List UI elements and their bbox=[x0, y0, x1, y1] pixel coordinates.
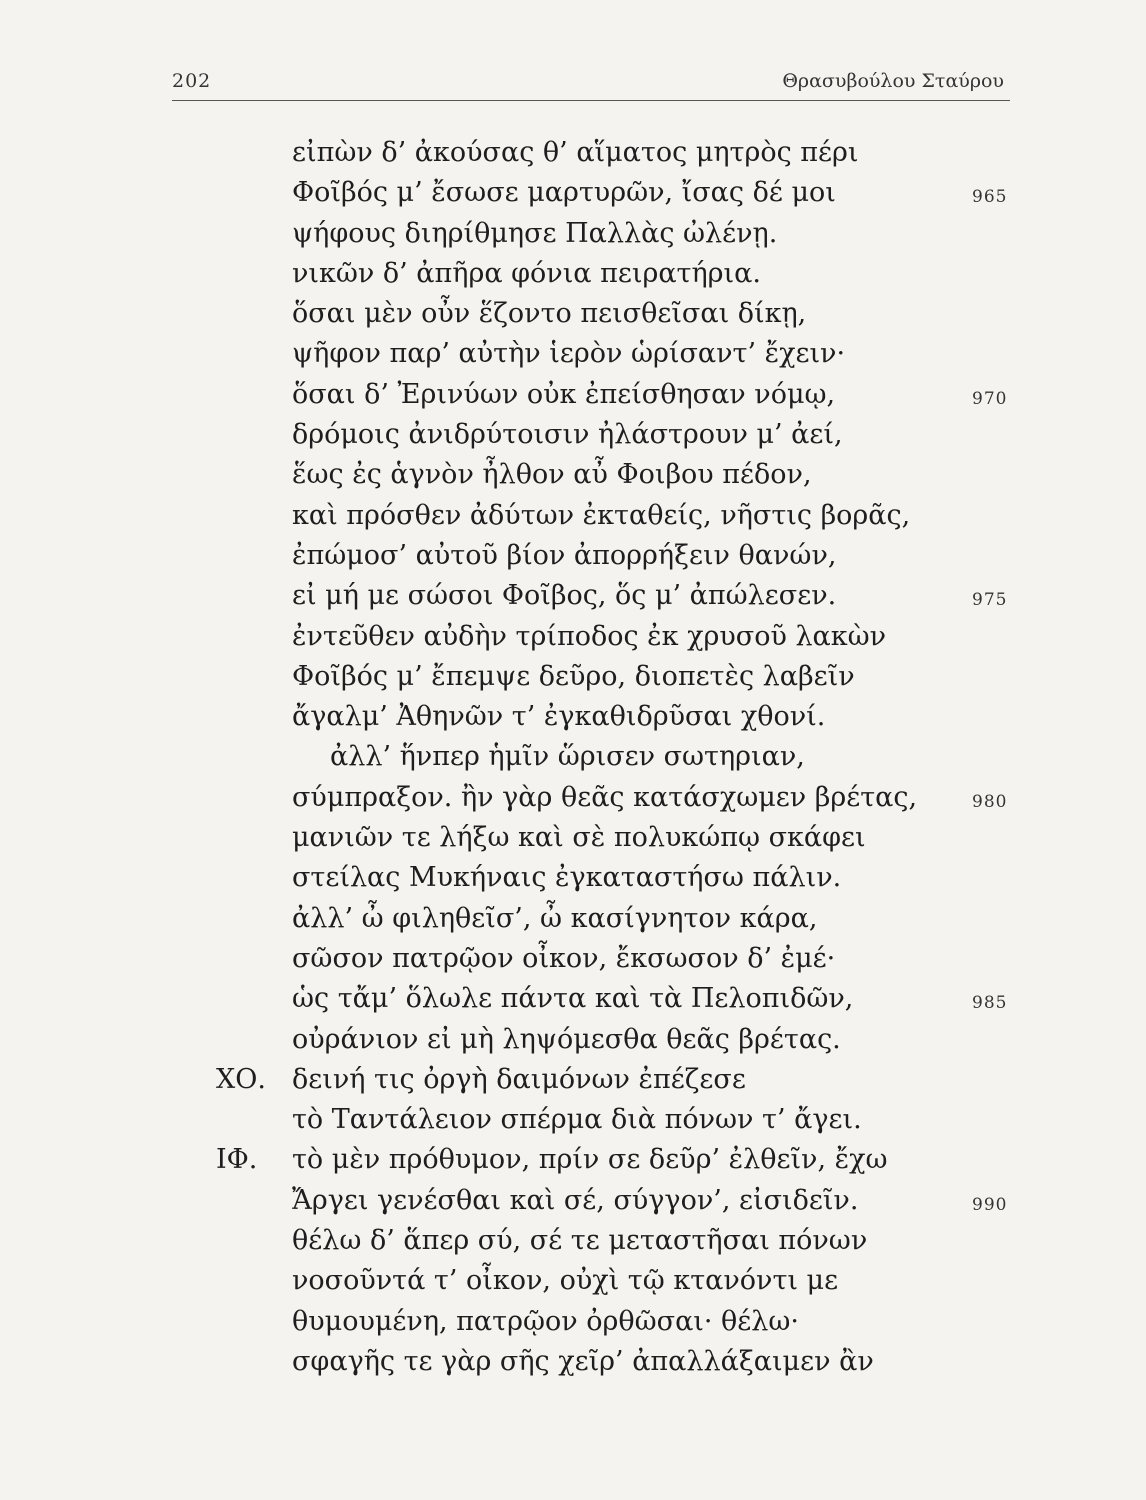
verse-line bbox=[0, 939, 1146, 979]
verse-line bbox=[0, 455, 1146, 495]
verse-text: Φοῖβός μ’ ἔπεμψε δεῦρο, διοπετὲς λαβεῖν bbox=[292, 660, 855, 692]
verse-line bbox=[0, 899, 1146, 939]
page-header bbox=[172, 66, 1010, 101]
verse-line bbox=[0, 415, 1146, 455]
verse-text: τὸ Ταντάλειον σπέρμα διὰ πόνων τ’ ἄγει. bbox=[292, 1104, 862, 1136]
line-number: 985 bbox=[972, 993, 1008, 1014]
verse-line bbox=[0, 979, 1146, 1019]
verse-text: ψήφους διηρίθμησε Παλλὰς ὠλένῃ. bbox=[292, 217, 778, 249]
verse-line bbox=[0, 737, 1146, 777]
line-number: 975 bbox=[972, 590, 1008, 611]
verse-line bbox=[0, 778, 1146, 818]
verse-line bbox=[0, 1181, 1146, 1221]
verse-block bbox=[0, 133, 1146, 1382]
verse-text: ὅσαι μὲν οὖν ἕζοντο πεισθεῖσαι δίκῃ, bbox=[292, 298, 807, 330]
verse-text: σφαγῆς τε γὰρ σῆς χεῖρ’ ἀπαλλάξαιμεν ἂν bbox=[292, 1345, 874, 1377]
verse-line bbox=[0, 697, 1146, 737]
running-head: Θρασυβούλου Σταύρου bbox=[782, 70, 1004, 92]
speaker-label: ΙΦ. bbox=[216, 1144, 258, 1176]
line-number: 965 bbox=[972, 187, 1008, 208]
verse-line bbox=[0, 294, 1146, 334]
verse-line bbox=[0, 1261, 1146, 1301]
verse-line bbox=[0, 818, 1146, 858]
verse-text: ἐντεῦθεν αὐδὴν τρίποδος ἐκ χρυσοῦ λακὼν bbox=[292, 620, 887, 652]
verse-text: νοσοῦντά τ’ οἶκον, οὐχὶ τῷ κτανόντι με bbox=[292, 1265, 839, 1297]
line-number: 980 bbox=[972, 791, 1008, 812]
verse-line bbox=[0, 254, 1146, 294]
verse-text: θέλω δ’ ἅπερ σύ, σέ τε μεταστῆσαι πόνων bbox=[292, 1225, 868, 1257]
verse-line bbox=[0, 1342, 1146, 1382]
verse-text: ἀλλ’ ὦ φιληθεῖσ’, ὦ κασίγνητον κάρα, bbox=[292, 902, 818, 934]
verse-text: ὅσαι δ’ Ἐρινύων οὐκ ἐπείσθησαν νόμῳ, bbox=[292, 378, 836, 410]
verse-line bbox=[0, 657, 1146, 697]
verse-text: δεινή τις ὀργὴ δαιμόνων ἐπέζεσε bbox=[292, 1063, 746, 1095]
verse-line bbox=[0, 1020, 1146, 1060]
verse-line bbox=[0, 536, 1146, 576]
verse-text: καὶ πρόσθεν ἀδύτων ἐκταθείς, νῆστις βορᾶς, bbox=[292, 499, 911, 531]
verse-text: ἐπώμοσ’ αὐτοῦ βίον ἀπορρήξειν θανών, bbox=[292, 539, 837, 571]
verse-text: θυμουμένη, πατρῷον ὀρθῶσαι· θέλω· bbox=[292, 1305, 800, 1337]
verse-text: νικῶν δ’ ἀπῆρα φόνια πειρατήρια. bbox=[292, 257, 761, 289]
speaker-label: ΧΟ. bbox=[216, 1063, 266, 1095]
verse-line bbox=[0, 1302, 1146, 1342]
verse-text: ὡς τἄμ’ ὅλωλε πάντα καὶ τὰ Πελοπιδῶν, bbox=[292, 983, 854, 1015]
verse-line bbox=[0, 617, 1146, 657]
verse-text: ψῆφον παρ’ αὐτὴν ἱερὸν ὡρίσαντ’ ἔχειν· bbox=[292, 338, 846, 370]
page-number: 202 bbox=[172, 70, 212, 92]
verse-text: στείλας Μυκήναις ἐγκαταστήσω πάλιν. bbox=[292, 862, 842, 894]
verse-text: ἕως ἐς ἁγνὸν ἦλθον αὖ Φοιβου πέδον, bbox=[292, 459, 812, 491]
verse-text: δρόμοις ἀνιδρύτοισιν ἠλάστρουν μ’ ἀεί, bbox=[292, 419, 843, 451]
verse-text: ἀλλ’ ἥνπερ ἡμῖν ὥρισεν σωτηριαν, bbox=[330, 741, 805, 773]
verse-text: σῶσον πατρῷον οἶκον, ἔκσωσον δ’ ἐμέ· bbox=[292, 942, 836, 974]
verse-text: εἰπὼν δ’ ἀκούσας θ’ αἵματος μητρὸς πέρι bbox=[292, 137, 859, 168]
verse-line bbox=[0, 576, 1146, 616]
verse-line bbox=[0, 1100, 1146, 1140]
verse-text: σύμπραξον. ἢν γὰρ θεᾶς κατάσχωμεν βρέτας, bbox=[292, 781, 918, 813]
verse-line bbox=[0, 173, 1146, 213]
verse-text: μανιῶν τε λήξω καὶ σὲ πολυκώπῳ σκάφει bbox=[292, 822, 866, 854]
verse-line bbox=[0, 1060, 1146, 1100]
verse-line bbox=[0, 334, 1146, 374]
verse-line bbox=[0, 1221, 1146, 1261]
verse-text: τὸ μὲν πρόθυμον, πρίν σε δεῦρ’ ἐλθεῖν, ἔχω bbox=[292, 1144, 888, 1176]
verse-text: Φοῖβός μ’ ἔσωσε μαρτυρῶν, ἴσας δέ μοι bbox=[292, 177, 836, 209]
line-number: 990 bbox=[972, 1194, 1008, 1215]
verse-line bbox=[0, 858, 1146, 898]
line-number: 970 bbox=[972, 388, 1008, 409]
verse-text: Ἄργει γενέσθαι καὶ σέ, σύγγον’, εἰσιδεῖν. bbox=[292, 1184, 859, 1216]
verse-text: εἰ μή με σώσοι Φοῖβος, ὅς μ’ ἀπώλεσεν. bbox=[292, 580, 837, 612]
verse-line bbox=[0, 214, 1146, 254]
verse-line bbox=[0, 1140, 1146, 1180]
verse-line bbox=[0, 496, 1146, 536]
verse-line bbox=[0, 133, 1146, 173]
verse-line bbox=[0, 375, 1146, 415]
verse-text: οὐράνιον εἰ μὴ ληψόμεσθα θεᾶς βρέτας. bbox=[292, 1023, 841, 1055]
verse-text: ἄγαλμ’ Ἀθηνῶν τ’ ἐγκαθιδρῦσαι χθονί. bbox=[292, 701, 826, 733]
